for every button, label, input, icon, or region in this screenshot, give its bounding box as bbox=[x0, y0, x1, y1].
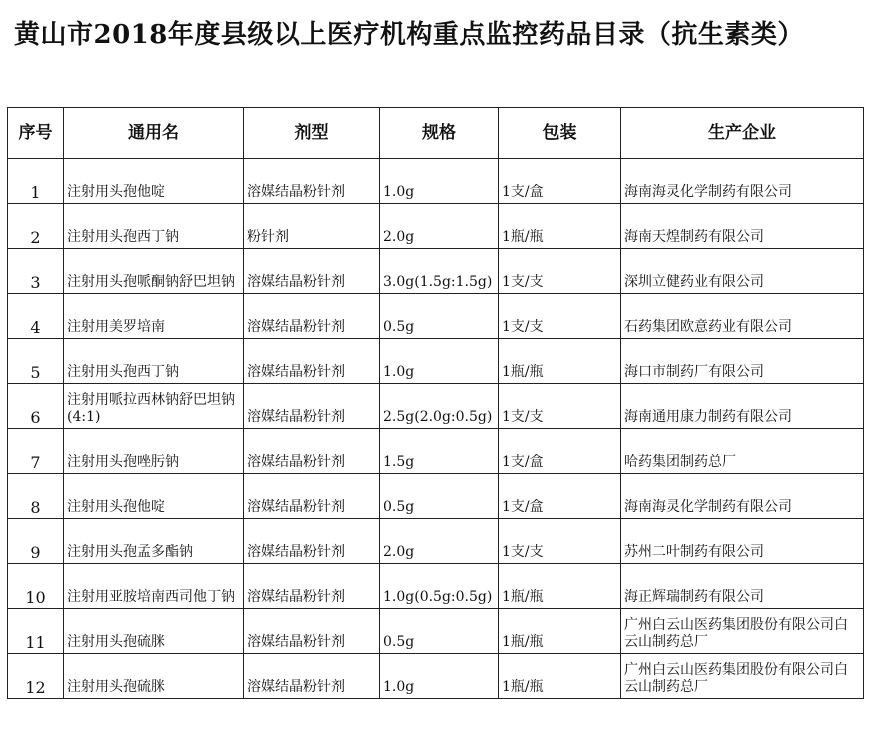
cell-name: 注射用头孢他啶 bbox=[64, 159, 244, 204]
cell-form: 溶媒结晶粉针剂 bbox=[244, 294, 380, 339]
header-maker: 生产企业 bbox=[621, 108, 864, 159]
table-row bbox=[8, 384, 864, 429]
table-row bbox=[8, 204, 864, 249]
cell-no: 8 bbox=[8, 474, 64, 519]
cell-no: 7 bbox=[8, 429, 64, 474]
cell-form: 溶媒结晶粉针剂 bbox=[244, 609, 380, 654]
cell-name: 注射用头孢孟多酯钠 bbox=[64, 519, 244, 564]
cell-maker: 海南天煌制药有限公司 bbox=[621, 204, 864, 249]
cell-pack: 1支/盒 bbox=[499, 474, 621, 519]
cell-no: 2 bbox=[8, 204, 64, 249]
header-form: 剂型 bbox=[244, 108, 380, 159]
header-name: 通用名 bbox=[64, 108, 244, 159]
cell-pack: 1瓶/瓶 bbox=[499, 339, 621, 384]
cell-pack: 1瓶/瓶 bbox=[499, 609, 621, 654]
header-row bbox=[8, 108, 864, 159]
cell-pack: 1支/支 bbox=[499, 294, 621, 339]
cell-pack: 1瓶/瓶 bbox=[499, 204, 621, 249]
cell-pack: 1支/支 bbox=[499, 249, 621, 294]
cell-name: 注射用哌拉西林钠舒巴坦钠(4:1) bbox=[64, 384, 244, 429]
table-row bbox=[8, 429, 864, 474]
cell-maker: 石药集团欧意药业有限公司 bbox=[621, 294, 864, 339]
cell-spec: 3.0g(1.5g:1.5g) bbox=[380, 249, 499, 294]
cell-pack: 1支/盒 bbox=[499, 159, 621, 204]
cell-name: 注射用头孢西丁钠 bbox=[64, 339, 244, 384]
cell-name: 注射用美罗培南 bbox=[64, 294, 244, 339]
cell-no: 4 bbox=[8, 294, 64, 339]
cell-maker: 深圳立健药业有限公司 bbox=[621, 249, 864, 294]
cell-no: 10 bbox=[8, 564, 64, 609]
cell-no: 12 bbox=[8, 654, 64, 699]
cell-maker: 哈药集团制药总厂 bbox=[621, 429, 864, 474]
table-row bbox=[8, 339, 864, 384]
cell-no: 3 bbox=[8, 249, 64, 294]
cell-spec: 2.5g(2.0g:0.5g) bbox=[380, 384, 499, 429]
cell-maker: 苏州二叶制药有限公司 bbox=[621, 519, 864, 564]
cell-form: 溶媒结晶粉针剂 bbox=[244, 474, 380, 519]
cell-form: 溶媒结晶粉针剂 bbox=[244, 654, 380, 699]
cell-spec: 1.5g bbox=[380, 429, 499, 474]
document-title: 黄山市2018年度县级以上医疗机构重点监控药品目录（抗生素类） bbox=[14, 20, 804, 50]
cell-spec: 2.0g bbox=[380, 519, 499, 564]
table-row bbox=[8, 249, 864, 294]
cell-pack: 1瓶/瓶 bbox=[499, 564, 621, 609]
cell-form: 溶媒结晶粉针剂 bbox=[244, 384, 380, 429]
cell-form: 溶媒结晶粉针剂 bbox=[244, 429, 380, 474]
cell-form: 溶媒结晶粉针剂 bbox=[244, 519, 380, 564]
header-pack: 包装 bbox=[499, 108, 621, 159]
cell-pack: 1支/盒 bbox=[499, 429, 621, 474]
cell-spec: 2.0g bbox=[380, 204, 499, 249]
cell-maker: 海正辉瑞制药有限公司 bbox=[621, 564, 864, 609]
cell-form: 溶媒结晶粉针剂 bbox=[244, 339, 380, 384]
cell-form: 溶媒结晶粉针剂 bbox=[244, 159, 380, 204]
cell-name: 注射用头孢哌酮钠舒巴坦钠 bbox=[64, 249, 244, 294]
cell-spec: 1.0g bbox=[380, 654, 499, 699]
table-row bbox=[8, 474, 864, 519]
cell-spec: 0.5g bbox=[380, 474, 499, 519]
cell-name: 注射用头孢西丁钠 bbox=[64, 204, 244, 249]
cell-name: 注射用亚胺培南西司他丁钠 bbox=[64, 564, 244, 609]
table-row bbox=[8, 159, 864, 204]
table-row bbox=[8, 564, 864, 609]
cell-spec: 1.0g bbox=[380, 159, 499, 204]
cell-maker: 海南海灵化学制药有限公司 bbox=[621, 159, 864, 204]
cell-maker: 海南通用康力制药有限公司 bbox=[621, 384, 864, 429]
cell-no: 6 bbox=[8, 384, 64, 429]
cell-spec: 1.0g(0.5g:0.5g) bbox=[380, 564, 499, 609]
cell-name: 注射用头孢他啶 bbox=[64, 474, 244, 519]
cell-no: 9 bbox=[8, 519, 64, 564]
cell-form: 溶媒结晶粉针剂 bbox=[244, 249, 380, 294]
cell-pack: 1支/支 bbox=[499, 384, 621, 429]
table-row bbox=[8, 654, 864, 699]
cell-maker: 广州白云山医药集团股份有限公司白云山制药总厂 bbox=[621, 609, 864, 654]
drug-table bbox=[7, 107, 864, 699]
cell-name: 注射用头孢唑肟钠 bbox=[64, 429, 244, 474]
table-body bbox=[8, 159, 864, 699]
cell-spec: 0.5g bbox=[380, 294, 499, 339]
cell-name: 注射用头孢硫脒 bbox=[64, 609, 244, 654]
cell-pack: 1支/支 bbox=[499, 519, 621, 564]
cell-no: 1 bbox=[8, 159, 64, 204]
cell-no: 11 bbox=[8, 609, 64, 654]
cell-form: 溶媒结晶粉针剂 bbox=[244, 564, 380, 609]
header-no: 序号 bbox=[8, 108, 64, 159]
header-spec: 规格 bbox=[380, 108, 499, 159]
cell-spec: 0.5g bbox=[380, 609, 499, 654]
cell-spec: 1.0g bbox=[380, 339, 499, 384]
cell-maker: 广州白云山医药集团股份有限公司白云山制药总厂 bbox=[621, 654, 864, 699]
table-row bbox=[8, 609, 864, 654]
cell-maker: 海南海灵化学制药有限公司 bbox=[621, 474, 864, 519]
cell-form: 粉针剂 bbox=[244, 204, 380, 249]
cell-no: 5 bbox=[8, 339, 64, 384]
table-row bbox=[8, 519, 864, 564]
cell-maker: 海口市制药厂有限公司 bbox=[621, 339, 864, 384]
cell-pack: 1瓶/瓶 bbox=[499, 654, 621, 699]
cell-name: 注射用头孢硫脒 bbox=[64, 654, 244, 699]
table-row bbox=[8, 294, 864, 339]
